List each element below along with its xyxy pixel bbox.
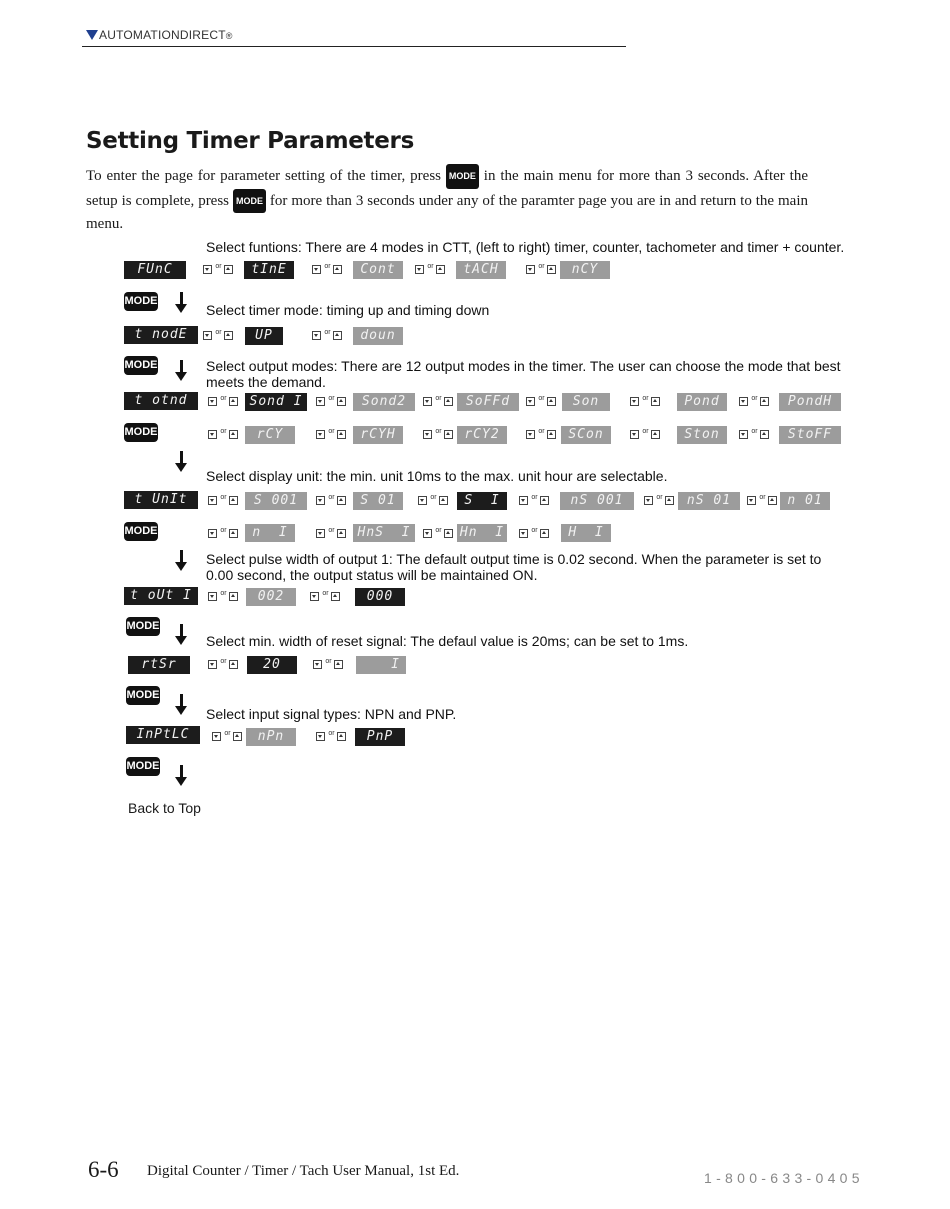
updown-keys-icon: or bbox=[316, 429, 348, 440]
updown-keys-icon: or bbox=[310, 591, 342, 602]
mode-key-icon: MODE bbox=[233, 189, 266, 214]
lcd-output-mode: t otnd bbox=[124, 392, 198, 410]
lcd-output1-pulse: t oUt I bbox=[124, 587, 198, 605]
lcd-reset-default: 20 bbox=[247, 656, 297, 674]
updown-keys-icon: or bbox=[519, 495, 551, 506]
updown-keys-icon: or bbox=[316, 528, 348, 539]
mode-key-icon: MODE bbox=[124, 522, 158, 541]
page-number: 6-6 bbox=[88, 1157, 119, 1182]
updown-keys-icon: or bbox=[316, 731, 348, 742]
lcd-unit-option: nS 01 bbox=[678, 492, 740, 510]
updown-keys-icon: or bbox=[208, 591, 240, 602]
lcd-output-option: rCY bbox=[245, 426, 295, 444]
updown-keys-icon: or bbox=[312, 330, 344, 341]
updown-keys-icon: or bbox=[630, 396, 662, 407]
updown-keys-icon: or bbox=[747, 495, 779, 506]
lcd-timer-counter: nCY bbox=[560, 261, 610, 279]
lcd-timing-down: doun bbox=[353, 327, 403, 345]
lcd-timer-mode: t nodE bbox=[124, 326, 198, 344]
updown-keys-icon: or bbox=[423, 528, 455, 539]
lcd-unit-option: n 01 bbox=[780, 492, 830, 510]
updown-keys-icon: or bbox=[630, 429, 662, 440]
updown-keys-icon: or bbox=[423, 396, 455, 407]
lcd-input-type: InPtLC bbox=[126, 726, 200, 744]
logo-text: AUTOMATIONDIRECT bbox=[99, 28, 226, 42]
lcd-pulse-default: 002 bbox=[246, 588, 296, 606]
lcd-counter: Cont bbox=[353, 261, 403, 279]
lcd-output-option: PondH bbox=[779, 393, 841, 411]
down-arrow-icon bbox=[180, 292, 183, 306]
updown-keys-icon: or bbox=[208, 659, 240, 670]
lcd-unit-option: S I bbox=[457, 492, 507, 510]
lcd-output-option: Ston bbox=[677, 426, 727, 444]
mode-key-icon: MODE bbox=[124, 423, 158, 442]
lcd-func: FUnC bbox=[124, 261, 186, 279]
mode-key-icon: MODE bbox=[124, 292, 158, 311]
input-signal-caption: Select input signal types: NPN and PNP. bbox=[206, 706, 457, 722]
lcd-output-option: rCYH bbox=[353, 426, 403, 444]
updown-keys-icon: or bbox=[312, 264, 344, 275]
updown-keys-icon: or bbox=[418, 495, 450, 506]
lcd-output-option: SCon bbox=[561, 426, 611, 444]
updown-keys-icon: or bbox=[739, 429, 771, 440]
lcd-timer: tInE bbox=[244, 261, 294, 279]
lcd-tachometer: tACH bbox=[456, 261, 506, 279]
header-rule bbox=[82, 46, 626, 47]
lcd-display-unit: t UnIt bbox=[124, 491, 198, 509]
reset-signal-caption: Select min. width of reset signal: The defaul value is 20ms; can be set to 1ms. bbox=[206, 633, 689, 649]
updown-keys-icon: or bbox=[415, 264, 447, 275]
lcd-reset-width: rtSr bbox=[128, 656, 190, 674]
page-title: Setting Timer Parameters bbox=[86, 128, 414, 154]
down-arrow-icon bbox=[180, 451, 183, 465]
updown-keys-icon: or bbox=[316, 495, 348, 506]
down-arrow-icon bbox=[180, 624, 183, 638]
lcd-unit-option: H I bbox=[561, 524, 611, 542]
lcd-unit-option: S 01 bbox=[353, 492, 403, 510]
lcd-unit-option: nS 001 bbox=[560, 492, 634, 510]
lcd-output-option: Sond I bbox=[245, 393, 307, 411]
pulse-width-caption: Select pulse width of output 1: The default output time is 0.02 second. When the parameter is set to 0.00 second, the output status will be maintained ON. bbox=[206, 551, 822, 583]
manual-title: Digital Counter / Timer / Tach User Manual, 1st Ed. bbox=[147, 1163, 460, 1179]
updown-keys-icon: or bbox=[316, 396, 348, 407]
lcd-output-option: Pond bbox=[677, 393, 727, 411]
updown-keys-icon: or bbox=[423, 429, 455, 440]
lcd-unit-option: S 001 bbox=[245, 492, 307, 510]
lcd-output-option: Son bbox=[562, 393, 610, 411]
mode-key-icon: MODE bbox=[126, 686, 160, 705]
lcd-input-pnp: PnP bbox=[355, 728, 405, 746]
lcd-unit-option: Hn I bbox=[457, 524, 507, 542]
lcd-pulse-zero: 000 bbox=[355, 588, 405, 606]
updown-keys-icon: or bbox=[212, 731, 244, 742]
lcd-output-option: StoFF bbox=[779, 426, 841, 444]
updown-keys-icon: or bbox=[208, 429, 240, 440]
back-to-top-label: Back to Top bbox=[128, 800, 201, 816]
down-arrow-icon bbox=[180, 550, 183, 564]
updown-keys-icon: or bbox=[526, 396, 558, 407]
mode-key-icon: MODE bbox=[126, 757, 160, 776]
mode-key-icon: MODE bbox=[126, 617, 160, 636]
lcd-output-option: rCY2 bbox=[457, 426, 507, 444]
intro-paragraph: To enter the page for parameter setting of the timer, press MODE in the main menu for more than 3 seconds. After the setup is complete, press MODE for more than 3 seconds under any of the paramter page you are in and return to the main menu. bbox=[86, 164, 808, 236]
updown-keys-icon: or bbox=[203, 330, 235, 341]
logo-registered-mark: ® bbox=[225, 31, 233, 41]
func-caption: Select funtions: There are 4 modes in CTT, (left to right) timer, counter, tachometer and timer + counter. bbox=[206, 239, 845, 255]
updown-keys-icon: or bbox=[313, 659, 345, 670]
lcd-timing-up: UP bbox=[245, 327, 283, 345]
updown-keys-icon: or bbox=[203, 264, 235, 275]
logo-triangle-icon bbox=[86, 30, 98, 40]
mode-key-icon: MODE bbox=[124, 356, 158, 375]
lcd-unit-option: HnS I bbox=[353, 524, 415, 542]
down-arrow-icon bbox=[180, 694, 183, 708]
updown-keys-icon: or bbox=[526, 264, 558, 275]
phone-number: 1-800-633-0405 bbox=[704, 1170, 864, 1186]
down-arrow-icon bbox=[180, 360, 183, 374]
updown-keys-icon: or bbox=[739, 396, 771, 407]
lcd-output-option: Sond2 bbox=[353, 393, 415, 411]
lcd-input-npn: nPn bbox=[246, 728, 296, 746]
updown-keys-icon: or bbox=[208, 495, 240, 506]
mode-key-icon: MODE bbox=[446, 164, 479, 189]
lcd-output-option: SoFFd bbox=[457, 393, 519, 411]
updown-keys-icon: or bbox=[519, 528, 551, 539]
updown-keys-icon: or bbox=[208, 528, 240, 539]
display-unit-caption: Select display unit: the min. unit 10ms to the max. unit hour are selectable. bbox=[206, 468, 668, 484]
output-modes-caption: Select output modes: There are 12 output modes in the timer. The user can choose the mode that best meets the demand. bbox=[206, 358, 841, 390]
updown-keys-icon: or bbox=[208, 396, 240, 407]
timer-mode-caption: Select timer mode: timing up and timing down bbox=[206, 302, 490, 318]
updown-keys-icon: or bbox=[526, 429, 558, 440]
updown-keys-icon: or bbox=[644, 495, 676, 506]
lcd-reset-min: I bbox=[356, 656, 406, 674]
lcd-unit-option: n I bbox=[245, 524, 295, 542]
down-arrow-icon bbox=[180, 765, 183, 779]
automationdirect-logo bbox=[86, 28, 233, 42]
